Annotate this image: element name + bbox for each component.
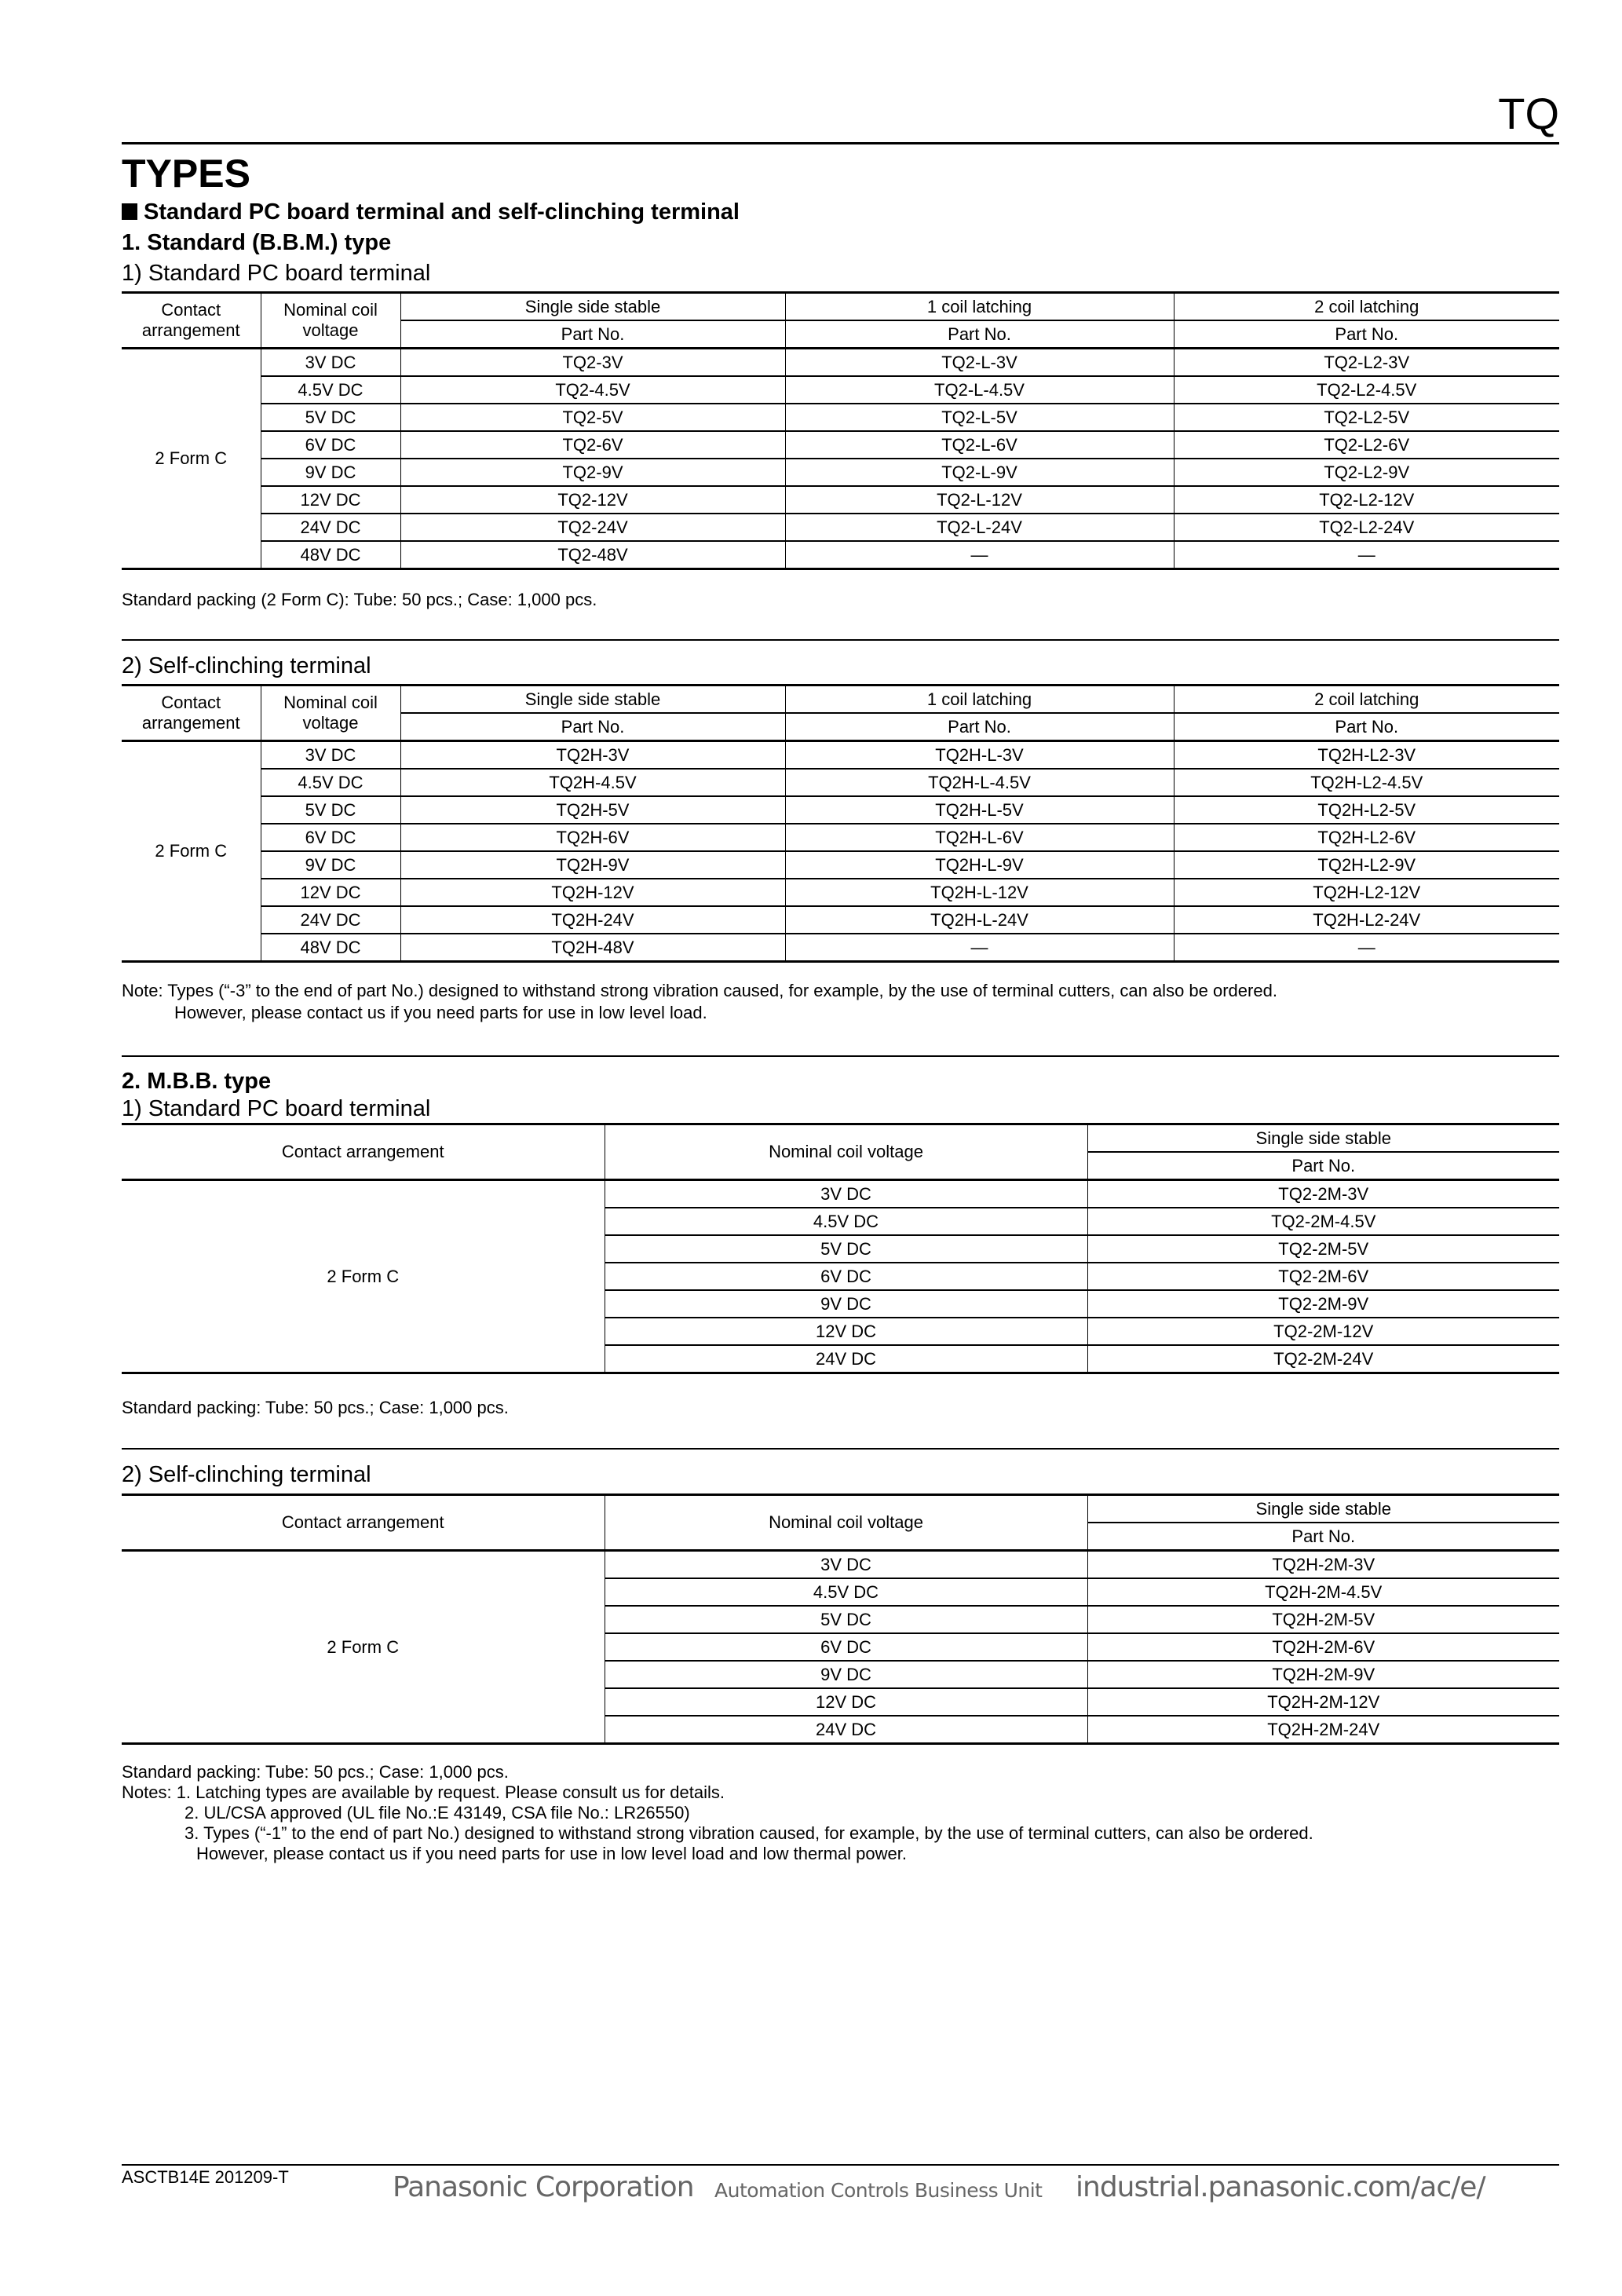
voltage-cell: 3V DC xyxy=(605,1180,1087,1208)
part-number-cell: TQ2-L-5V xyxy=(785,404,1174,431)
voltage-cell: 6V DC xyxy=(261,431,400,459)
bbm-self-subtitle: 2) Self-clinching terminal xyxy=(122,653,371,678)
square-bullet-icon xyxy=(122,203,137,220)
voltage-cell: 6V DC xyxy=(605,1263,1087,1290)
part-number-cell: TQ2H-3V xyxy=(400,741,785,770)
voltage-cell: 12V DC xyxy=(605,1688,1087,1716)
part-number-cell: TQ2H-L-12V xyxy=(785,879,1174,906)
part-number-cell: TQ2-L-9V xyxy=(785,459,1174,486)
footer-rule xyxy=(122,2164,1559,2166)
col-part-no: Part No. xyxy=(1174,713,1559,741)
voltage-cell: 24V DC xyxy=(261,906,400,934)
bbm-pcb-table xyxy=(122,291,1559,570)
doc-code: ASCTB14E 201209-T xyxy=(122,2167,289,2187)
bbm-self-note-2: However, please contact us if you need parts for use in low level load. xyxy=(174,1003,707,1022)
part-number-cell: TQ2H-L2-9V xyxy=(1174,851,1559,879)
table-row xyxy=(122,851,1559,879)
col-single-side-stable: Single side stable xyxy=(1087,1495,1559,1523)
col-contact-arrangement: Contact arrangement xyxy=(122,1495,605,1551)
part-number-cell: — xyxy=(785,541,1174,569)
part-number-cell: TQ2H-L2-3V xyxy=(1174,741,1559,770)
col-part-no: Part No. xyxy=(1087,1152,1559,1180)
contact-arrangement-cell: 2 Form C xyxy=(122,1551,605,1744)
mbb-pcb-subtitle: 1) Standard PC board terminal xyxy=(122,1096,431,1121)
mbb-self-packing: Standard packing: Tube: 50 pcs.; Case: 1,000 pcs. xyxy=(122,1762,509,1782)
divider xyxy=(122,639,1559,641)
part-number-cell: TQ2-L2-9V xyxy=(1174,459,1559,486)
part-number-cell: TQ2H-4.5V xyxy=(400,769,785,796)
page-title: TYPES xyxy=(122,152,250,196)
company-name: Panasonic Corporation xyxy=(393,2171,694,2203)
part-number-cell: TQ2H-9V xyxy=(400,851,785,879)
section-heading-text: Standard PC board terminal and self-clinching terminal xyxy=(144,199,740,225)
col-nominal-coil-voltage: Nominal coil voltage xyxy=(605,1124,1087,1180)
table-row xyxy=(122,796,1559,824)
col-part-no: Part No. xyxy=(785,713,1174,741)
mbb-self-subtitle: 2) Self-clinching terminal xyxy=(122,1462,371,1487)
divider xyxy=(122,1055,1559,1057)
table-row xyxy=(122,349,1559,377)
part-number-cell: TQ2H-2M-9V xyxy=(1087,1661,1559,1688)
part-number-cell: — xyxy=(1174,541,1559,569)
part-number-cell: TQ2H-2M-4.5V xyxy=(1087,1578,1559,1606)
part-number-cell: TQ2H-L-4.5V xyxy=(785,769,1174,796)
part-number-cell: TQ2-2M-9V xyxy=(1087,1290,1559,1318)
contact-arrangement-cell: 2 Form C xyxy=(122,1180,605,1373)
part-number-cell: TQ2-L2-6V xyxy=(1174,431,1559,459)
part-number-cell: TQ2-L-3V xyxy=(785,349,1174,377)
contact-arrangement-cell: 2 Form C xyxy=(122,741,261,962)
voltage-cell: 9V DC xyxy=(261,851,400,879)
part-number-cell: TQ2H-12V xyxy=(400,879,785,906)
divider xyxy=(122,1448,1559,1450)
mbb-pcb-packing: Standard packing: Tube: 50 pcs.; Case: 1,000 pcs. xyxy=(122,1398,509,1417)
table-row xyxy=(122,1180,1559,1208)
voltage-cell: 48V DC xyxy=(261,541,400,569)
part-number-cell: TQ2-2M-3V xyxy=(1087,1180,1559,1208)
part-number-cell: TQ2H-48V xyxy=(400,934,785,962)
col-single-side-stable: Single side stable xyxy=(400,293,785,321)
col-nominal-coil-voltage: Nominal coil voltage xyxy=(261,293,400,349)
part-number-cell: TQ2H-5V xyxy=(400,796,785,824)
part-number-cell: TQ2-L2-12V xyxy=(1174,486,1559,514)
mbb-note-2: 2. UL/CSA approved (UL file No.:E 43149, CSA file No.: LR26550) xyxy=(184,1803,690,1823)
part-number-cell: TQ2H-L-5V xyxy=(785,796,1174,824)
table-row xyxy=(122,906,1559,934)
part-number-cell: TQ2-L-24V xyxy=(785,514,1174,541)
part-number-cell: TQ2H-2M-12V xyxy=(1087,1688,1559,1716)
table-row xyxy=(122,459,1559,486)
bbm-pcb-subtitle: 1) Standard PC board terminal xyxy=(122,261,431,286)
part-number-cell: TQ2-6V xyxy=(400,431,785,459)
voltage-cell: 9V DC xyxy=(605,1661,1087,1688)
part-number-cell: TQ2-L2-4.5V xyxy=(1174,376,1559,404)
voltage-cell: 4.5V DC xyxy=(605,1578,1087,1606)
contact-arrangement-cell: 2 Form C xyxy=(122,349,261,569)
bbm-title: 1. Standard (B.B.M.) type xyxy=(122,230,392,255)
table-row xyxy=(122,541,1559,569)
part-number-cell: TQ2-2M-5V xyxy=(1087,1235,1559,1263)
part-number-cell: TQ2-2M-4.5V xyxy=(1087,1208,1559,1235)
part-number-cell: TQ2H-6V xyxy=(400,824,785,851)
bbm-self-table xyxy=(122,684,1559,963)
voltage-cell: 12V DC xyxy=(261,879,400,906)
voltage-cell: 6V DC xyxy=(261,824,400,851)
voltage-cell: 4.5V DC xyxy=(605,1208,1087,1235)
website-link[interactable]: industrial.panasonic.com/ac/e/ xyxy=(1076,2171,1485,2203)
part-number-cell: TQ2-24V xyxy=(400,514,785,541)
header-rule xyxy=(122,142,1559,144)
part-number-cell: TQ2-L-4.5V xyxy=(785,376,1174,404)
table-row xyxy=(122,1551,1559,1579)
col-contact-arrangement: Contact arrangement xyxy=(122,1124,605,1180)
part-number-cell: TQ2H-L-3V xyxy=(785,741,1174,770)
bbm-self-note-1: Note: Types (“-3” to the end of part No.) designed to withstand strong vibration caused, for example, by the use of terminal cutters, can also be ordered. xyxy=(122,981,1277,1000)
table-row xyxy=(122,404,1559,431)
table-row xyxy=(122,514,1559,541)
col-nominal-coil-voltage: Nominal coil voltage xyxy=(605,1495,1087,1551)
part-number-cell: TQ2H-L2-6V xyxy=(1174,824,1559,851)
table-row xyxy=(122,879,1559,906)
col-single-side-stable: Single side stable xyxy=(1087,1124,1559,1153)
business-unit: Automation Controls Business Unit xyxy=(714,2179,1043,2202)
col-part-no: Part No. xyxy=(1174,320,1559,349)
mbb-self-table xyxy=(122,1493,1559,1745)
col-part-no: Part No. xyxy=(785,320,1174,349)
voltage-cell: 12V DC xyxy=(261,486,400,514)
part-number-cell: TQ2-5V xyxy=(400,404,785,431)
voltage-cell: 6V DC xyxy=(605,1633,1087,1661)
part-number-cell: TQ2H-24V xyxy=(400,906,785,934)
voltage-cell: 24V DC xyxy=(261,514,400,541)
part-number-cell: TQ2-9V xyxy=(400,459,785,486)
table-row xyxy=(122,741,1559,770)
col-part-no: Part No. xyxy=(400,713,785,741)
part-number-cell: TQ2-L-12V xyxy=(785,486,1174,514)
section-heading xyxy=(122,199,740,225)
part-number-cell: TQ2H-2M-3V xyxy=(1087,1551,1559,1579)
voltage-cell: 3V DC xyxy=(605,1551,1087,1579)
voltage-cell: 4.5V DC xyxy=(261,376,400,404)
table-row xyxy=(122,376,1559,404)
part-number-cell: — xyxy=(785,934,1174,962)
part-number-cell: TQ2H-L2-4.5V xyxy=(1174,769,1559,796)
part-number-cell: TQ2H-2M-5V xyxy=(1087,1606,1559,1633)
voltage-cell: 5V DC xyxy=(605,1235,1087,1263)
part-number-cell: TQ2H-L-24V xyxy=(785,906,1174,934)
voltage-cell: 4.5V DC xyxy=(261,769,400,796)
voltage-cell: 3V DC xyxy=(261,741,400,770)
part-number-cell: TQ2-2M-6V xyxy=(1087,1263,1559,1290)
table-row xyxy=(122,824,1559,851)
part-number-cell: TQ2H-2M-6V xyxy=(1087,1633,1559,1661)
voltage-cell: 24V DC xyxy=(605,1345,1087,1373)
col-single-side-stable: Single side stable xyxy=(400,686,785,714)
voltage-cell: 9V DC xyxy=(605,1290,1087,1318)
voltage-cell: 5V DC xyxy=(261,796,400,824)
col-part-no: Part No. xyxy=(400,320,785,349)
part-number-cell: TQ2-3V xyxy=(400,349,785,377)
col-contact-arrangement: Contact arrangement xyxy=(122,686,261,741)
part-number-cell: TQ2-L2-3V xyxy=(1174,349,1559,377)
col-contact-arrangement: Contact arrangement xyxy=(122,293,261,349)
part-number-cell: TQ2-12V xyxy=(400,486,785,514)
voltage-cell: 9V DC xyxy=(261,459,400,486)
part-number-cell: — xyxy=(1174,934,1559,962)
col-1-coil-latching: 1 coil latching xyxy=(785,686,1174,714)
col-1-coil-latching: 1 coil latching xyxy=(785,293,1174,321)
part-number-cell: TQ2-4.5V xyxy=(400,376,785,404)
part-number-cell: TQ2-L2-5V xyxy=(1174,404,1559,431)
part-number-cell: TQ2H-L-9V xyxy=(785,851,1174,879)
voltage-cell: 3V DC xyxy=(261,349,400,377)
table-row xyxy=(122,486,1559,514)
mbb-pcb-table xyxy=(122,1123,1559,1374)
table-row xyxy=(122,934,1559,962)
col-2-coil-latching: 2 coil latching xyxy=(1174,686,1559,714)
col-2-coil-latching: 2 coil latching xyxy=(1174,293,1559,321)
part-number-cell: TQ2H-2M-24V xyxy=(1087,1716,1559,1744)
mbb-note-4: However, please contact us if you need parts for use in low level load and low thermal power. xyxy=(196,1844,907,1863)
part-number-cell: TQ2-L2-24V xyxy=(1174,514,1559,541)
part-number-cell: TQ2-2M-12V xyxy=(1087,1318,1559,1345)
part-number-cell: TQ2-2M-24V xyxy=(1087,1345,1559,1373)
voltage-cell: 5V DC xyxy=(261,404,400,431)
bbm-pcb-packing: Standard packing (2 Form C): Tube: 50 pcs.; Case: 1,000 pcs. xyxy=(122,590,597,609)
part-number-cell: TQ2H-L-6V xyxy=(785,824,1174,851)
col-part-no: Part No. xyxy=(1087,1523,1559,1551)
mbb-title: 2. M.B.B. type xyxy=(122,1069,272,1094)
part-number-cell: TQ2H-L2-12V xyxy=(1174,879,1559,906)
voltage-cell: 12V DC xyxy=(605,1318,1087,1345)
part-number-cell: TQ2H-L2-24V xyxy=(1174,906,1559,934)
part-number-cell: TQ2H-L2-5V xyxy=(1174,796,1559,824)
voltage-cell: 5V DC xyxy=(605,1606,1087,1633)
table-row xyxy=(122,431,1559,459)
voltage-cell: 48V DC xyxy=(261,934,400,962)
table-row xyxy=(122,769,1559,796)
mbb-note-3: 3. Types (“-1” to the end of part No.) designed to withstand strong vibration caused, for example, by the use of terminal cutters, can also be ordered. xyxy=(184,1823,1313,1843)
series-label: TQ xyxy=(1498,89,1559,138)
part-number-cell: TQ2-48V xyxy=(400,541,785,569)
part-number-cell: TQ2-L-6V xyxy=(785,431,1174,459)
col-nominal-coil-voltage: Nominal coil voltage xyxy=(261,686,400,741)
mbb-note-1: Notes: 1. Latching types are available by request. Please consult us for details. xyxy=(122,1782,725,1802)
voltage-cell: 24V DC xyxy=(605,1716,1087,1744)
